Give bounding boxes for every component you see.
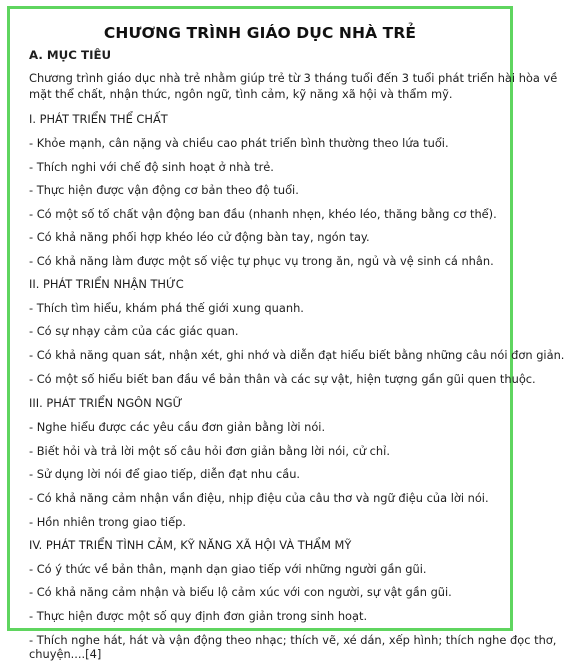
list-item: - Thực hiện được vận động cơ bản theo độ tuổi. xyxy=(29,183,299,197)
section-heading: I. PHÁT TRIỂN THỂ CHẤT xyxy=(29,112,168,126)
list-item: - Sử dụng lời nói để giao tiếp, diễn đạt nhu cầu. xyxy=(29,467,301,481)
document-title: CHƯƠNG TRÌNH GIÁO DỤC NHÀ TRẺ xyxy=(103,24,417,42)
list-item: - Nghe hiểu được các yêu cầu đơn giản bằng lời nói. xyxy=(29,420,326,434)
list-item: - Thực hiện được một số quy định đơn giản trong sinh hoạt. xyxy=(29,609,368,623)
section-heading: II. PHÁT TRIỂN NHẬN THỨC xyxy=(29,277,184,291)
list-item-continuation: chuyện....[4] xyxy=(29,647,102,661)
list-item: - Có khả năng quan sát, nhận xét, ghi nhớ và diễn đạt hiểu biết bằng những câu nói đơn giản. xyxy=(29,348,564,362)
list-item: - Có ý thức về bản thân, mạnh dạn giao tiếp với những người gần gũi. xyxy=(29,562,427,576)
list-item: - Có một số hiểu biết ban đầu về bản thân và các sự vật, hiện tượng gần gũi quen thuộc. xyxy=(29,372,536,386)
list-item: - Có khả năng làm được một số việc tự phục vụ trong ăn, ngủ và vệ sinh cá nhân. xyxy=(29,254,494,268)
list-item: - Thích nghe hát, hát và vận động theo nhạc; thích vẽ, xé dán, xếp hình; thích nghe đọc thơ, xyxy=(29,633,557,647)
list-item: - Thích tìm hiểu, khám phá thế giới xung quanh. xyxy=(29,301,304,315)
list-item: - Có sự nhạy cảm của các giác quan. xyxy=(29,324,239,338)
section-heading: III. PHÁT TRIỂN NGÔN NGỮ xyxy=(29,396,183,410)
list-item: - Thích nghi với chế độ sinh hoạt ở nhà trẻ. xyxy=(29,160,274,174)
list-item: - Có một số tố chất vận động ban đầu (nhanh nhẹn, khéo léo, thăng bằng cơ thể). xyxy=(29,207,497,221)
list-item: - Có khả năng phối hợp khéo léo cử động bàn tay, ngón tay. xyxy=(29,230,370,244)
list-item: - Khỏe mạnh, cân nặng và chiều cao phát triển bình thường theo lứa tuổi. xyxy=(29,136,449,150)
list-item: - Có khả năng cảm nhận vần điệu, nhịp điệu của câu thơ và ngữ điệu của lời nói. xyxy=(29,491,489,505)
intro-line: mặt thể chất, nhận thức, ngôn ngữ, tình cảm, kỹ năng xã hội và thẩm mỹ. xyxy=(29,87,453,101)
list-item: - Hồn nhiên trong giao tiếp. xyxy=(29,515,186,529)
document-frame xyxy=(7,6,564,661)
section-a-heading: A. MỤC TIÊU xyxy=(29,48,112,62)
list-item: - Có khả năng cảm nhận và biểu lộ cảm xúc với con người, sự vật gần gũi. xyxy=(29,585,452,599)
intro-line: Chương trình giáo dục nhà trẻ nhằm giúp trẻ từ 3 tháng tuổi đến 3 tuổi phát triển hài hòa về xyxy=(29,71,558,85)
list-item: - Biết hỏi và trả lời một số câu hỏi đơn giản bằng lời nói, cử chỉ. xyxy=(29,444,390,458)
section-heading: IV. PHÁT TRIỂN TÌNH CẢM, KỸ NĂNG XÃ HỘI VÀ THẨM MỸ xyxy=(29,538,352,552)
